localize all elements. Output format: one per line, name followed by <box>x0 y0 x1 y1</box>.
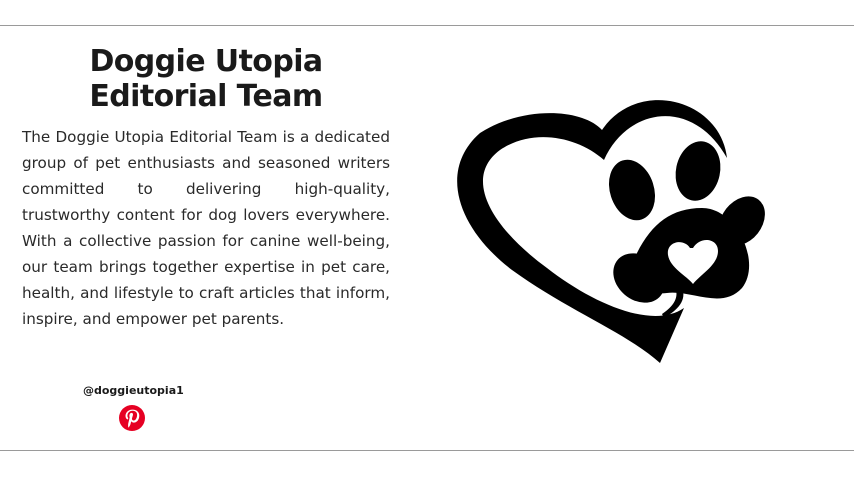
heart-paw-icon <box>452 78 792 368</box>
author-info <box>22 44 390 332</box>
title-line-2: Editorial Team <box>89 79 323 114</box>
pinterest-icon[interactable] <box>118 404 146 432</box>
title-line-1: Doggie Utopia <box>89 44 323 79</box>
page-title <box>22 44 390 114</box>
bottom-divider <box>0 450 854 451</box>
social-handle: @doggieutopia1 <box>83 384 184 397</box>
author-bio: The Doggie Utopia Editorial Team is a dedicated group of pet enthusiasts and seasoned writers committed to delivering high-quality, trustworthy content for dog lovers everywhere. With a collective passion for canine well-being, our team brings together expertise in pet care, health, and lifestyle to craft articles that inform, inspire, and empower pet parents. <box>22 128 390 328</box>
top-divider <box>0 25 854 26</box>
